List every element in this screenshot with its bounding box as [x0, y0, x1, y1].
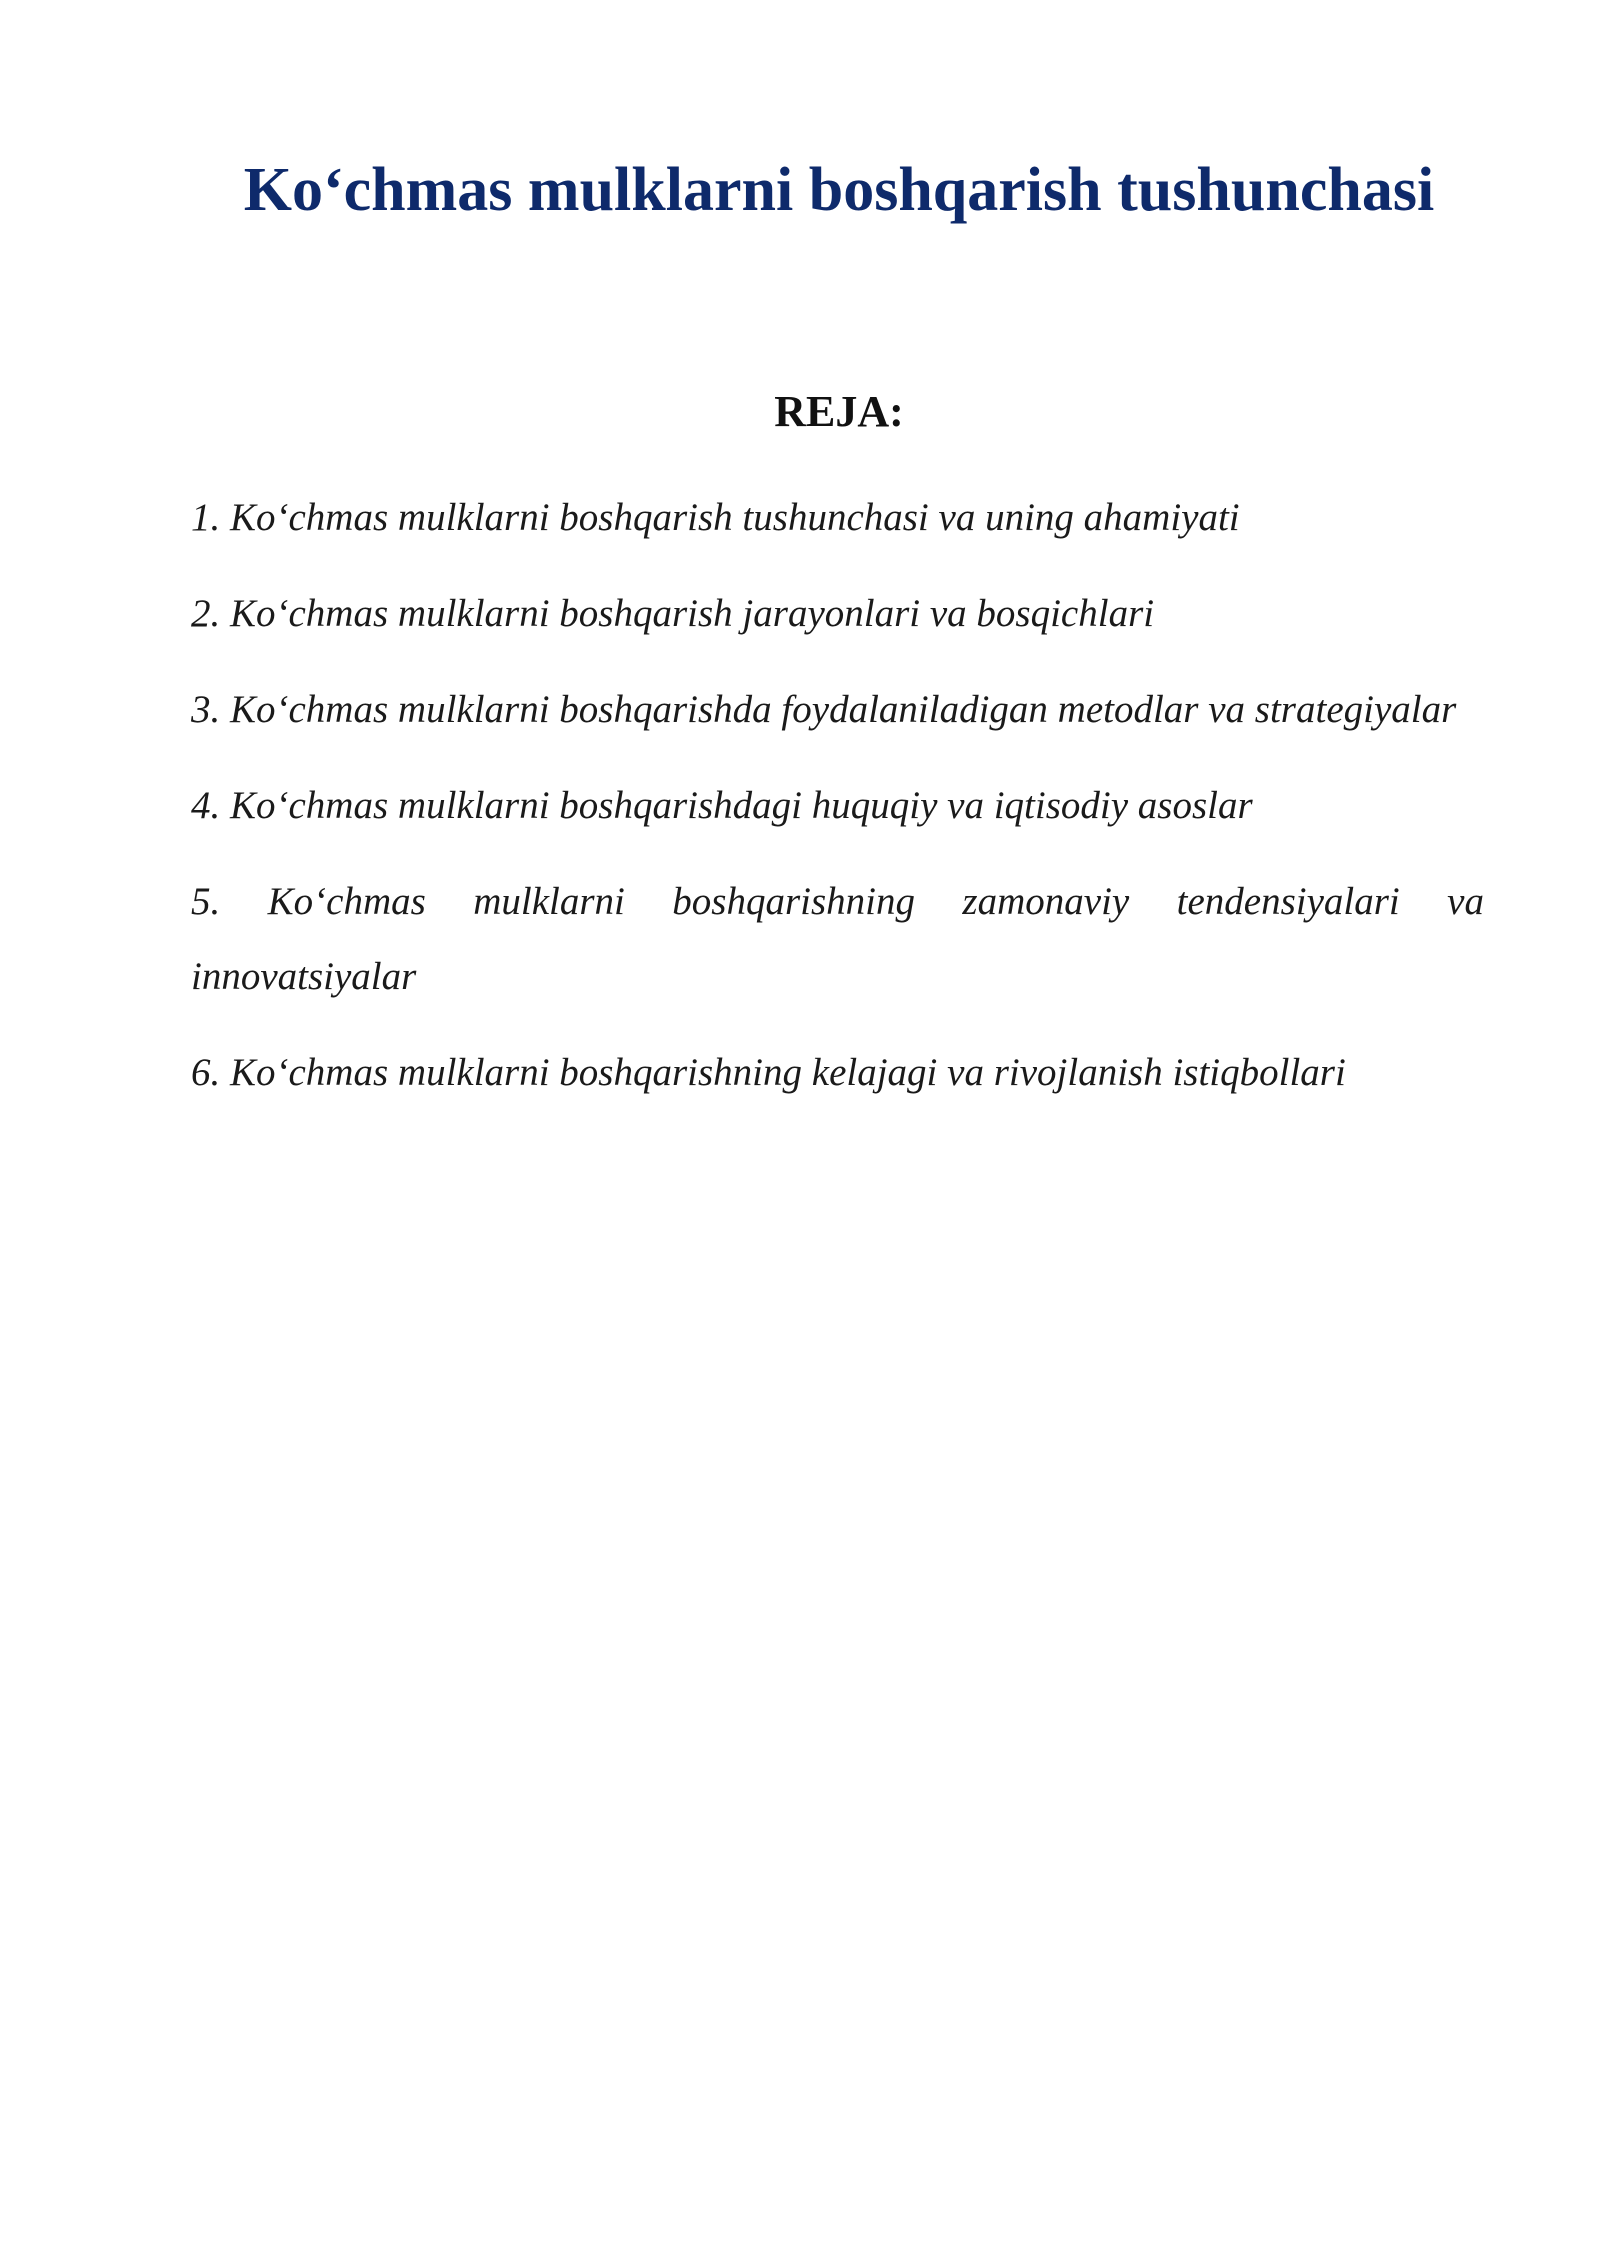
plan-item-6: 6. Ko‘chmas mulklarni boshqarishning kelajagi va rivojlanish istiqbollari [191, 1051, 1346, 1094]
plan-item-4: 4. Ko‘chmas mulklarni boshqarishdagi huquqiy va iqtisodiy asoslar [191, 784, 1253, 827]
plan-item-2: 2. Ko‘chmas mulklarni boshqarish jarayonlari va bosqichlari [191, 592, 1155, 635]
plan-item-1: 1. Ko‘chmas mulklarni boshqarish tushunchasi va uning ahamiyati [191, 496, 1240, 539]
plan-item-3: 3. Ko‘chmas mulklarni boshqarishda foydalaniladigan metodlar va strategiyalar [191, 688, 1457, 731]
plan-item-5: 5. Ko‘chmas mulklarni boshqarishning zamonaviy tendensiyalari va innovatsiyalar [191, 880, 1484, 998]
document-title: Ko‘chmas mulklarni boshqarish tushunchasi [243, 156, 1435, 224]
plan-heading: REJA: [774, 387, 904, 436]
plan-list [191, 480, 1484, 1131]
